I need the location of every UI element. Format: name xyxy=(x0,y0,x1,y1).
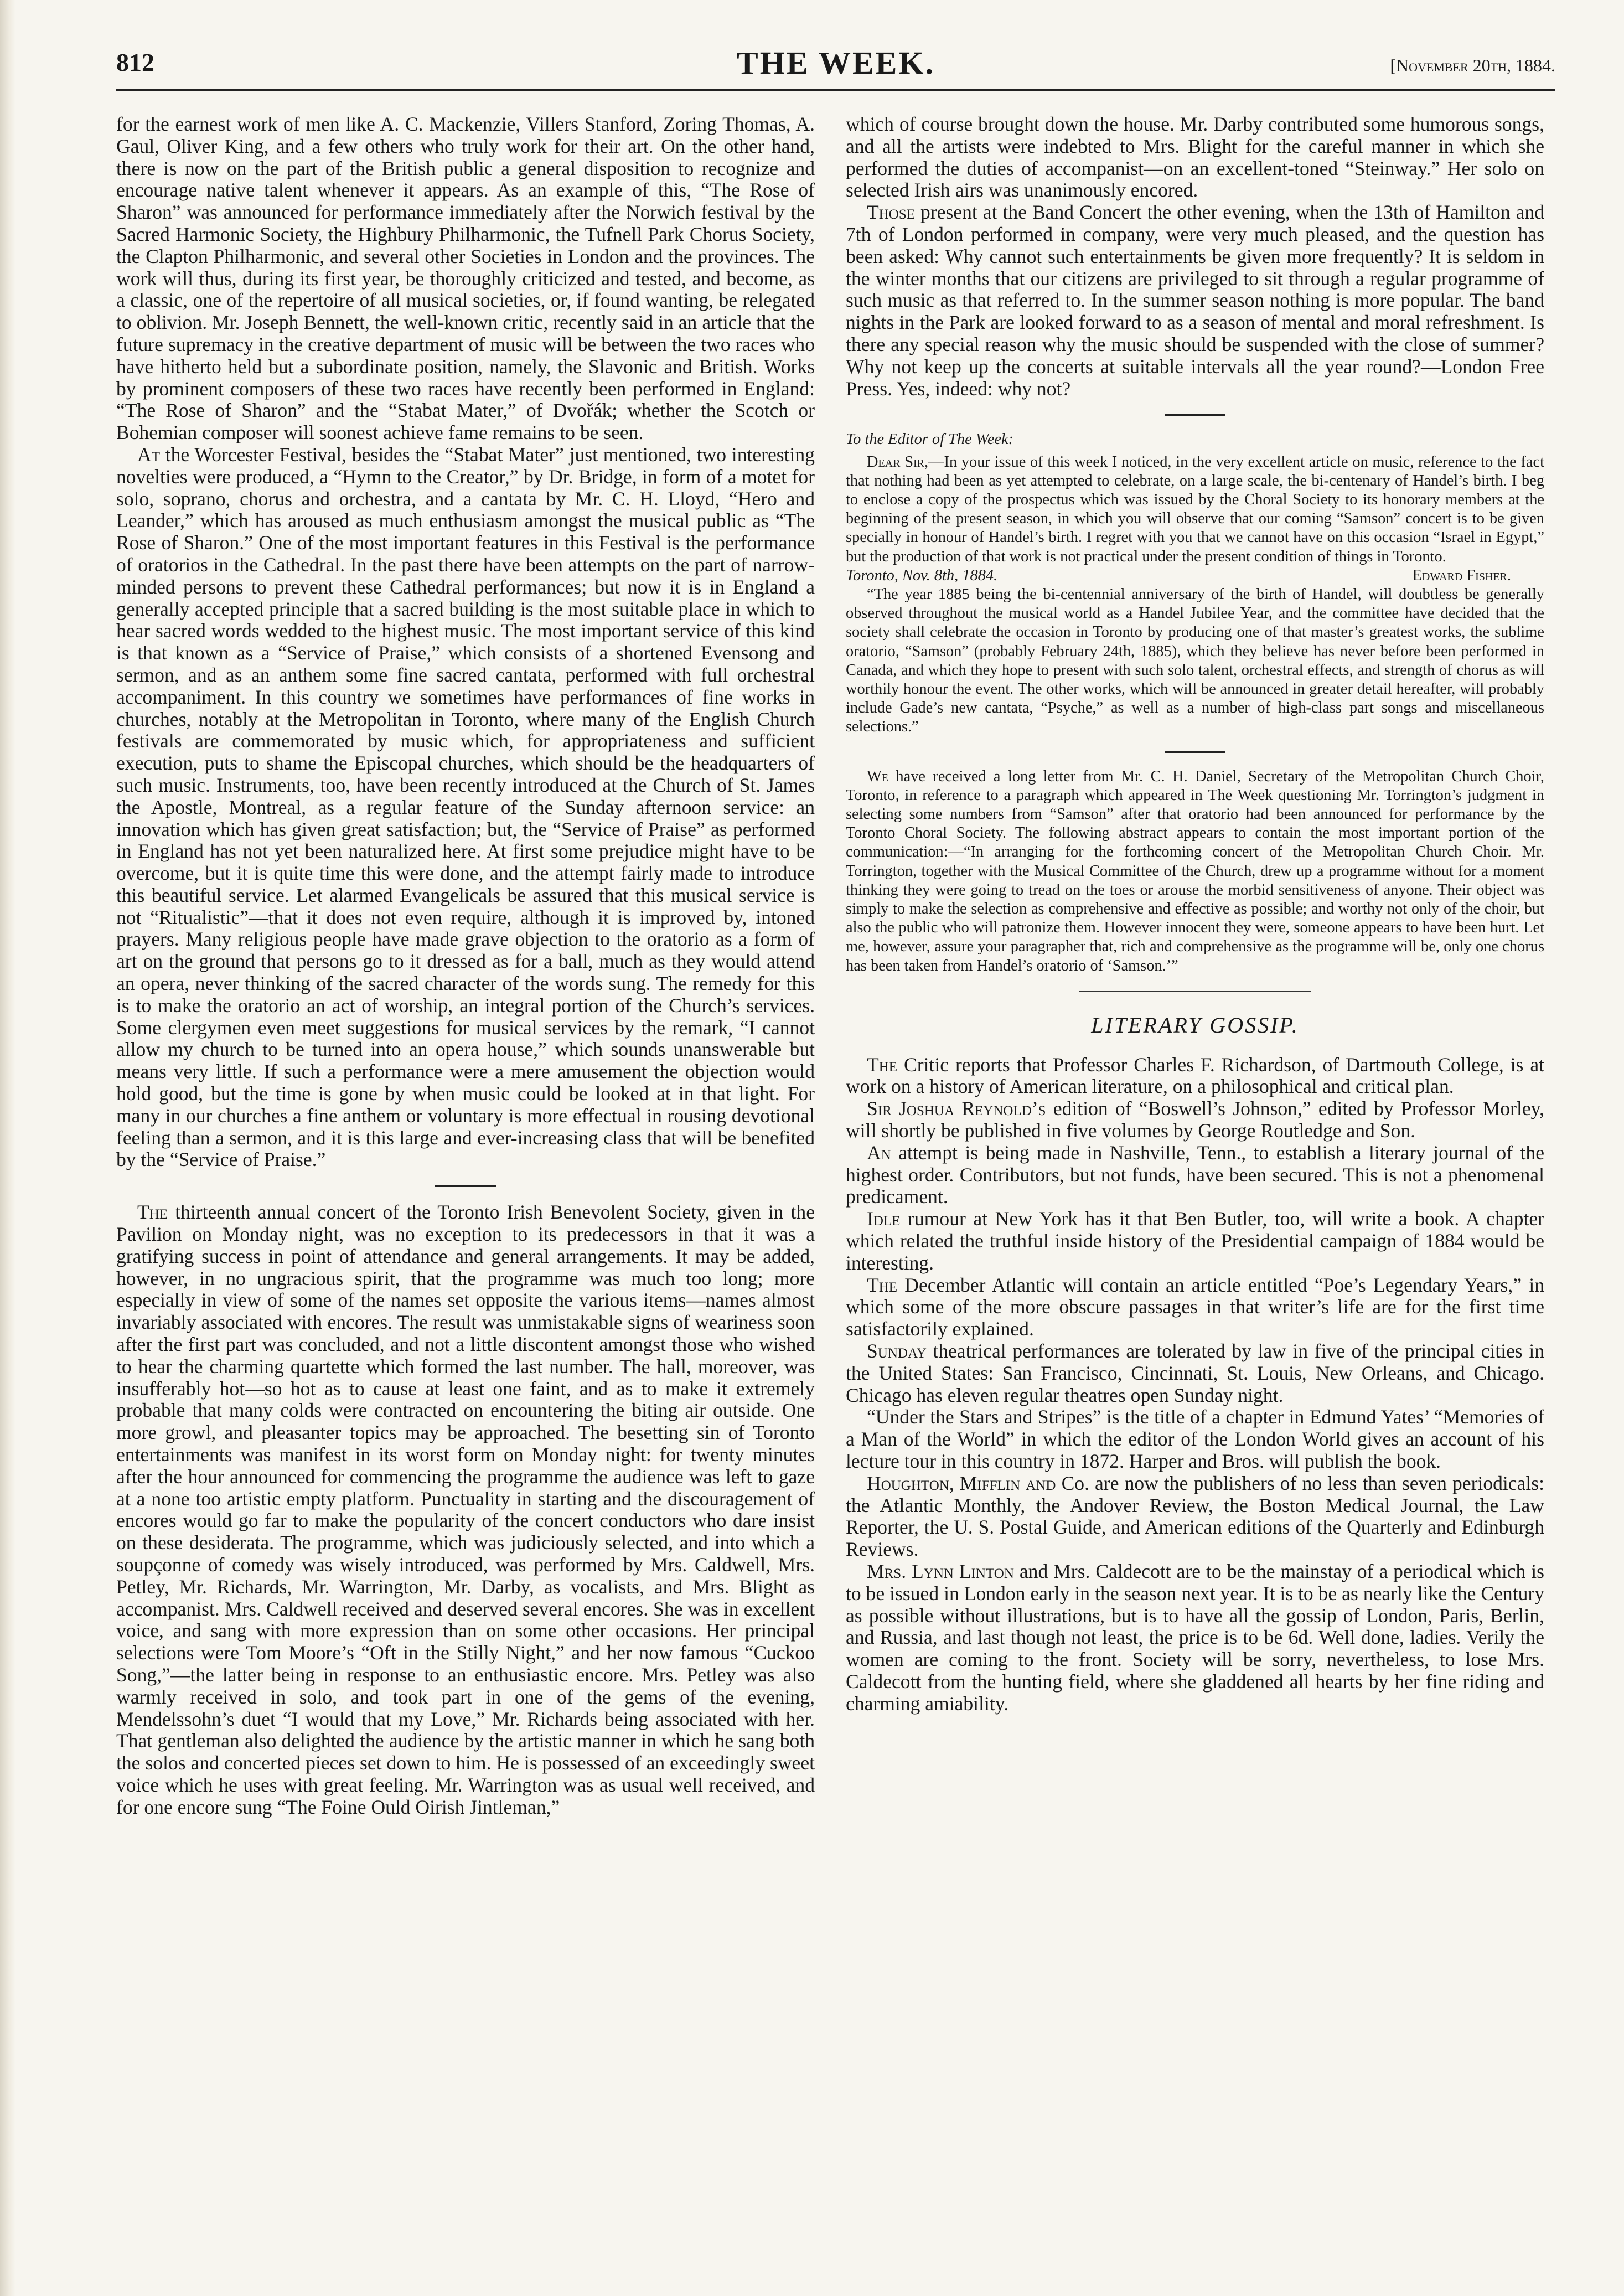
lead-word: The xyxy=(137,1201,168,1224)
paragraph-text: edition of “Boswell’s Johnson,” edited by Professor Morley, will shortly be published in five volumes by George Routledge and Son. xyxy=(846,1097,1544,1142)
paragraph-text: the Worcester Festival, besides the “Stabat Mater” just mentioned, two interesting novelties were produced, a “Hymn to the Creator,” by Dr. Bridge, in form of a motet for solo, soprano, chorus and orchestra, and a cantata by Mr. C. H. Lloyd, “Hero and Leander,” which has aroused as much enthusiasm amongst the musical public as “The Rose of Sharon.” One of the most important features in this Festival is the performance of oratorios in the Cathedral. In the past there have been attempts on the part of narrow-minded persons to prevent these Cathedral performances; but now it is in England a generally accepted principle that a sacred building is the most suitable place in which to hear sacred words wedded to the highest music. The most important service of this kind is that known as a “Service of Praise,” which consists of a shortened Evensong and sermon, and as an anthem some fine sacred cantata, performed with full orchestral accompaniment. In this country we sometimes have performances of fine works in churches, notably at the Metropolitan in Toronto, where many of the English Church festivals are commemorated by music which, for appropriateness and sufficient execution, puts to shame the Episcopal churches, which should be the headquarters of such music. Instruments, too, have been recently introduced at the Church of St. James the Apostle, Montreal, as a regular feature of the Sunday afternoon service: an innovation which has given great satisfaction; but, the “Service of Praise” as performed in England has not yet been naturalized here. At first some prejudice might have to be overcome, but it is quite time this were done, and the attempt fairly made to introduce this beautiful service. Let alarmed Evangelicals be assured that this musical service is not “Ritualistic”—that it does not even require, although it is improved by, intoned prayers. Many religious people have made grave objection to the oratorio as a form of art on the ground that persons go to it dressed as for a ball, much as they would attend an opera, never thinking of the sacred character of the words sung. The remedy for this is to make the oratorio an act of worship, an integral portion of the Church’s services. Some clergymen even meet suggestions for musical services by the remark, “I cannot allow my church to be turned into an opera house,” which sounds unanswerable but means very little. If such a performance were a mere amusement the objection would hold good, but the time is gone by when music could be looked at in that light. For many in our churches a fine anthem or voluntary is more effectual in rousing devotional feeling than a sermon, and it is this large and ever-increasing class that will be benefited by the “Service of Praise.” xyxy=(116,443,815,1171)
paragraph-text: theatrical performances are tolerated by law in five of the principal cities in the United States: San Francisco, Cincinnati, St. Louis, New Orleans, and Chicago. Chicago has eleven regular theatres open Sunday night. xyxy=(846,1340,1544,1406)
page-number: 812 xyxy=(116,48,154,76)
letter-dateline: Toronto, Nov. 8th, 1884. xyxy=(846,566,998,584)
lead-word: At xyxy=(137,443,160,466)
lead-word: Mrs. Lynn Linton xyxy=(867,1560,1014,1582)
lead-word: Those xyxy=(867,201,916,224)
paragraph-text: rumour at New York has it that Ben Butler, too, will write a book. A chapter which related the truthful inside history of the Presidential campaign of 1884 would be interesting. xyxy=(846,1208,1544,1274)
gossip-item xyxy=(846,1340,1544,1406)
journal-title: THE WEEK. xyxy=(737,45,935,81)
paragraph-text: and Mrs. Caldecott are to be the mainstay of a periodical which is to be issued in London early in the season next year. It is to be as nearly like the Century as possible without illustrations, but is to have all the gossip of London, Paris, Berlin, and Russia, and last though not least, the price is to be 6d. Well done, ladies. Verily the women are coming to the front. Society will be sorry, nevertheless, to lose Mrs. Caldecott from the hunting field, where she gladdened all hearts by her fine riding and charming amiability. xyxy=(846,1560,1544,1715)
daniel-letter xyxy=(846,767,1544,976)
article-paragraph: for the earnest work of men like A. C. Mackenzie, Villers Stanford, Zoring Thomas, A. Gaul, Oliver King, and a few others who truly work for their art. On the other hand, there is now on the part of the British public a general disposition to recognize and encourage native talent whenever it appears. As an example of this, “The Rose of Sharon” was announced for performance immediately after the Norwich festival by the Sacred Harmonic Society, the Highbury Philharmonic, the Tufnell Park Chorus Society, the Clapton Philharmonic, and several other Societies in London and the provinces. The work will thus, during its first year, be thoroughly criticized and tested, and become, as a classic, one of the repertoire of all musical societies, or, if found wanting, be relegated to oblivion. Mr. Joseph Bennett, the well-known critic, recently said in an article that the future supremacy in the creative department of music will be between the two races who have hitherto held but a subordinate position, namely, the Slavonic and British. Works by prominent composers of these two races have recently been performed in England: “The Rose of Sharon” and the “Stabat Mater,” of Dvořák; whether the Scotch or Bohemian composer will soonest achieve fame remains to be seen. xyxy=(116,113,815,444)
section-title-literary-gossip: LITERARY GOSSIP. xyxy=(1091,1012,1299,1038)
paragraph-text: Co. are now the publishers of no less than seven periodicals: the Atlantic Monthly, the Andover Review, the Boston Medical Journal, the Law Reporter, the U. S. Postal Guide, and American editions of the Quarterly and Edinburgh Reviews. xyxy=(846,1472,1544,1561)
gossip-item xyxy=(846,1098,1544,1142)
gossip-item xyxy=(846,1473,1544,1561)
article-paragraph xyxy=(116,444,815,1171)
lead-word: Dear Sir, xyxy=(867,453,929,471)
section-divider xyxy=(435,1185,496,1187)
gossip-item xyxy=(846,1054,1544,1098)
letter-signature: Edward Fisher. xyxy=(1412,566,1511,584)
prospectus-quote: “The year 1885 being the bi-centennial anniversary of the birth of Handel, will doubtless be generally observed throughout the musical world as a Handel Jubilee Year, and the committee have decided that the society shall celebrate the occasion in Toronto by producing one of that master’s greatest works, the sublime oratorio, “Samson” (probably February 24th, 1885), which they believe has never before been performed in Canada, and which they hope to present with such solo talent, orchestral effects, and strength of chorus as will worthily honour the event. The other works, which will be announced in greater detail hereafter, will probably include Gade’s new cantata, “Psyche,” as well as a number of high-class part songs and miscellaneous selections.” xyxy=(846,585,1544,736)
paragraph-text: have received a long letter from Mr. C. H. Daniel, Secretary of the Metropolitan Church Choir, Toronto, in reference to a paragraph which appeared in The Week questioning Mr. Torrington’s judgment in selecting some numbers from “Samson” after that oratorio had been announced for performance by the Toronto Choral Society. The following abstract appears to contain the most important portion of the communication:—“In arranging for the forthcoming concert of the Metropolitan Church Choir. Mr. Torrington, together with the Musical Committee of the Church, drew up a programme without for a moment thinking they were going to tread on the toes or arouse the morbid sensitiveness of anyone. Their object was simply to make the selection as comprehensive and effective as possible; and worthy not only of the choir, but also the public who will patronize them. However innocent they were, someone appears to have been hurt. Let me, however, assure your paragrapher that, rich and comprehensive as the programme will be, only one chorus has been taken from Handel’s oratorio of ‘Samson.’” xyxy=(846,767,1544,974)
article-paragraph: which of course brought down the house. Mr. Darby contributed some humorous songs, and all the artists were indebted to Mrs. Blight for the careful manner in which she performed the duties of accompanist—on an excellent-toned “Steinway.” Her solo on selected Irish airs was unanimously encored. xyxy=(846,113,1544,202)
paragraph-text: attempt is being made in Nashville, Tenn., to establish a literary journal of the highest order. Contributors, but not funds, have been secured. This is not a phenomenal predicament. xyxy=(846,1141,1544,1208)
gossip-item: “Under the Stars and Stripes” is the title of a chapter in Edmund Yates’ “Memories of a Man of the World” in which the editor of the London World gives an account of his lecture tour in this country in 1872. Harper and Bros. will publish the book. xyxy=(846,1406,1544,1472)
header-rule xyxy=(116,89,1555,91)
paragraph-text: December Atlantic will contain an article entitled “Poe’s Legendary Years,” in which some of the more obscure passages in that writer’s life are for the first time satisfactorily explained. xyxy=(846,1273,1544,1340)
letter-block xyxy=(846,430,1544,975)
paragraph-text: —In your issue of this week I noticed, in the very excellent article on music, reference to the fact that nothing had been as yet attempted to celebrate, on a large scale, the bi-centenary of Handel’s birth. I beg to enclose a copy of the prospectus which was issued by the Choral Society to its honorary members at the beginning of the present season, in which you will observe that our coming “Samson” concert is to be given specially in honour of Handel’s birth. I regret with you that we cannot have on this occasion “Israel in Egypt,” but the production of that work is not practical under the present condition of things in Toronto. xyxy=(846,453,1544,565)
gossip-item xyxy=(846,1561,1544,1715)
gossip-item xyxy=(846,1275,1544,1340)
paragraph-text: present at the Band Concert the other evening, when the 13th of Hamilton and 7th of London performed in company, were very much pleased, and the question has been asked: Why cannot such entertainments be given more frequently? It is seldom in the winter months that our citizens are privileged to sit through a regular programme of such music as that referred to. In the summer season nothing is more popular. The band nights in the Park are looked forward to as a season of mental and moral refreshment. Is there any special reason why the music should be suspended with the close of summer? Why not keep up the concerts at suitable intervals all the year round?—London Free Press. Yes, indeed: why not? xyxy=(846,201,1544,400)
page-header xyxy=(116,45,1555,86)
article-paragraph xyxy=(116,1201,815,1818)
letter-salutation-heading: To the Editor of The Week: xyxy=(846,431,1014,448)
lead-word: An xyxy=(867,1141,891,1164)
article-paragraph xyxy=(846,202,1544,400)
paragraph-text: Critic reports that Professor Charles F. Richardson, of Dartmouth College, is at work on a history of American literature, on a philosophical and critical plan. xyxy=(846,1053,1544,1098)
right-column xyxy=(846,113,1544,2256)
section-divider xyxy=(1165,751,1225,753)
lead-word: The xyxy=(867,1053,898,1076)
lead-word: Idle xyxy=(867,1208,901,1230)
lead-word: Houghton, Mifflin and xyxy=(867,1472,1056,1494)
lead-word: The xyxy=(867,1273,898,1296)
section-rule xyxy=(1079,991,1311,992)
lead-word: Sunday xyxy=(867,1340,927,1362)
issue-date: [November 20th, 1884. xyxy=(1390,55,1555,75)
page-gutter-edge xyxy=(0,0,15,2296)
section-divider xyxy=(1165,414,1225,416)
gossip-item xyxy=(846,1142,1544,1208)
lead-word: We xyxy=(867,767,889,785)
gossip-item xyxy=(846,1208,1544,1274)
lead-word: Sir Joshua Reynold’s xyxy=(867,1097,1046,1120)
left-column xyxy=(116,113,815,2256)
paragraph-text: thirteenth annual concert of the Toronto Irish Benevolent Society, given in the Pavilion on Monday night, was no exception to its predecessors in that it was a gratifying success in point of attendance and general arrangements. It may be added, however, in no ungracious spirit, that the programme was much too long; more especially in view of some of the names set opposite the various items—names almost invariably associated with encores. The result was unmistakable signs of weariness soon after the first part was concluded, and not a little discontent amongst those who wished to hear the charming quartette which formed the last number. The hall, moreover, was insufferably hot—so hot as to cause at least one faint, and as to make it extremely probable that many colds were contracted on encountering the biting air outside. One more growl, and pleasanter topics may be approached. The besetting sin of Toronto entertainments was manifest in its worst form on Monday night: for twenty minutes after the hour announced for commencing the programme the audience was left to gaze at a none too artistic empty platform. Punctuality in starting and the discouragement of encores would go far to make the popularity of the concert conductors who dare insist on these desiderata. The programme, which was judiciously selected, and into which a soupçonne of comedy was wisely introduced, was performed by Mrs. Caldwell, Mrs. Petley, Mr. Richards, Mr. Warrington, Mr. Darby, as vocalists, and Mrs. Blight as accompanist. Mrs. Caldwell received and deserved several encores. She was in excellent voice, and sang with more expression than on some other occasions. Her principal selections were Tom Moore’s “Oft in the Stilly Night,” and her now famous “Cuckoo Song,”—the latter being in response to an enthusiastic encore. Mrs. Petley was also warmly received in solo, and took part in one of the gems of the evening, Mendelssohn’s duet “I would that my Love,” Mr. Richards being associated with her. That gentleman also delighted the audience by the artistic manner in which he sang both the solos and concerted pieces set down to him. He is possessed of an exceedingly sweet voice which he uses with great feeling. Mr. Warrington was as usual well received, and for one encore sung “The Foine Ould Oirish Jintleman,” xyxy=(116,1201,815,1818)
